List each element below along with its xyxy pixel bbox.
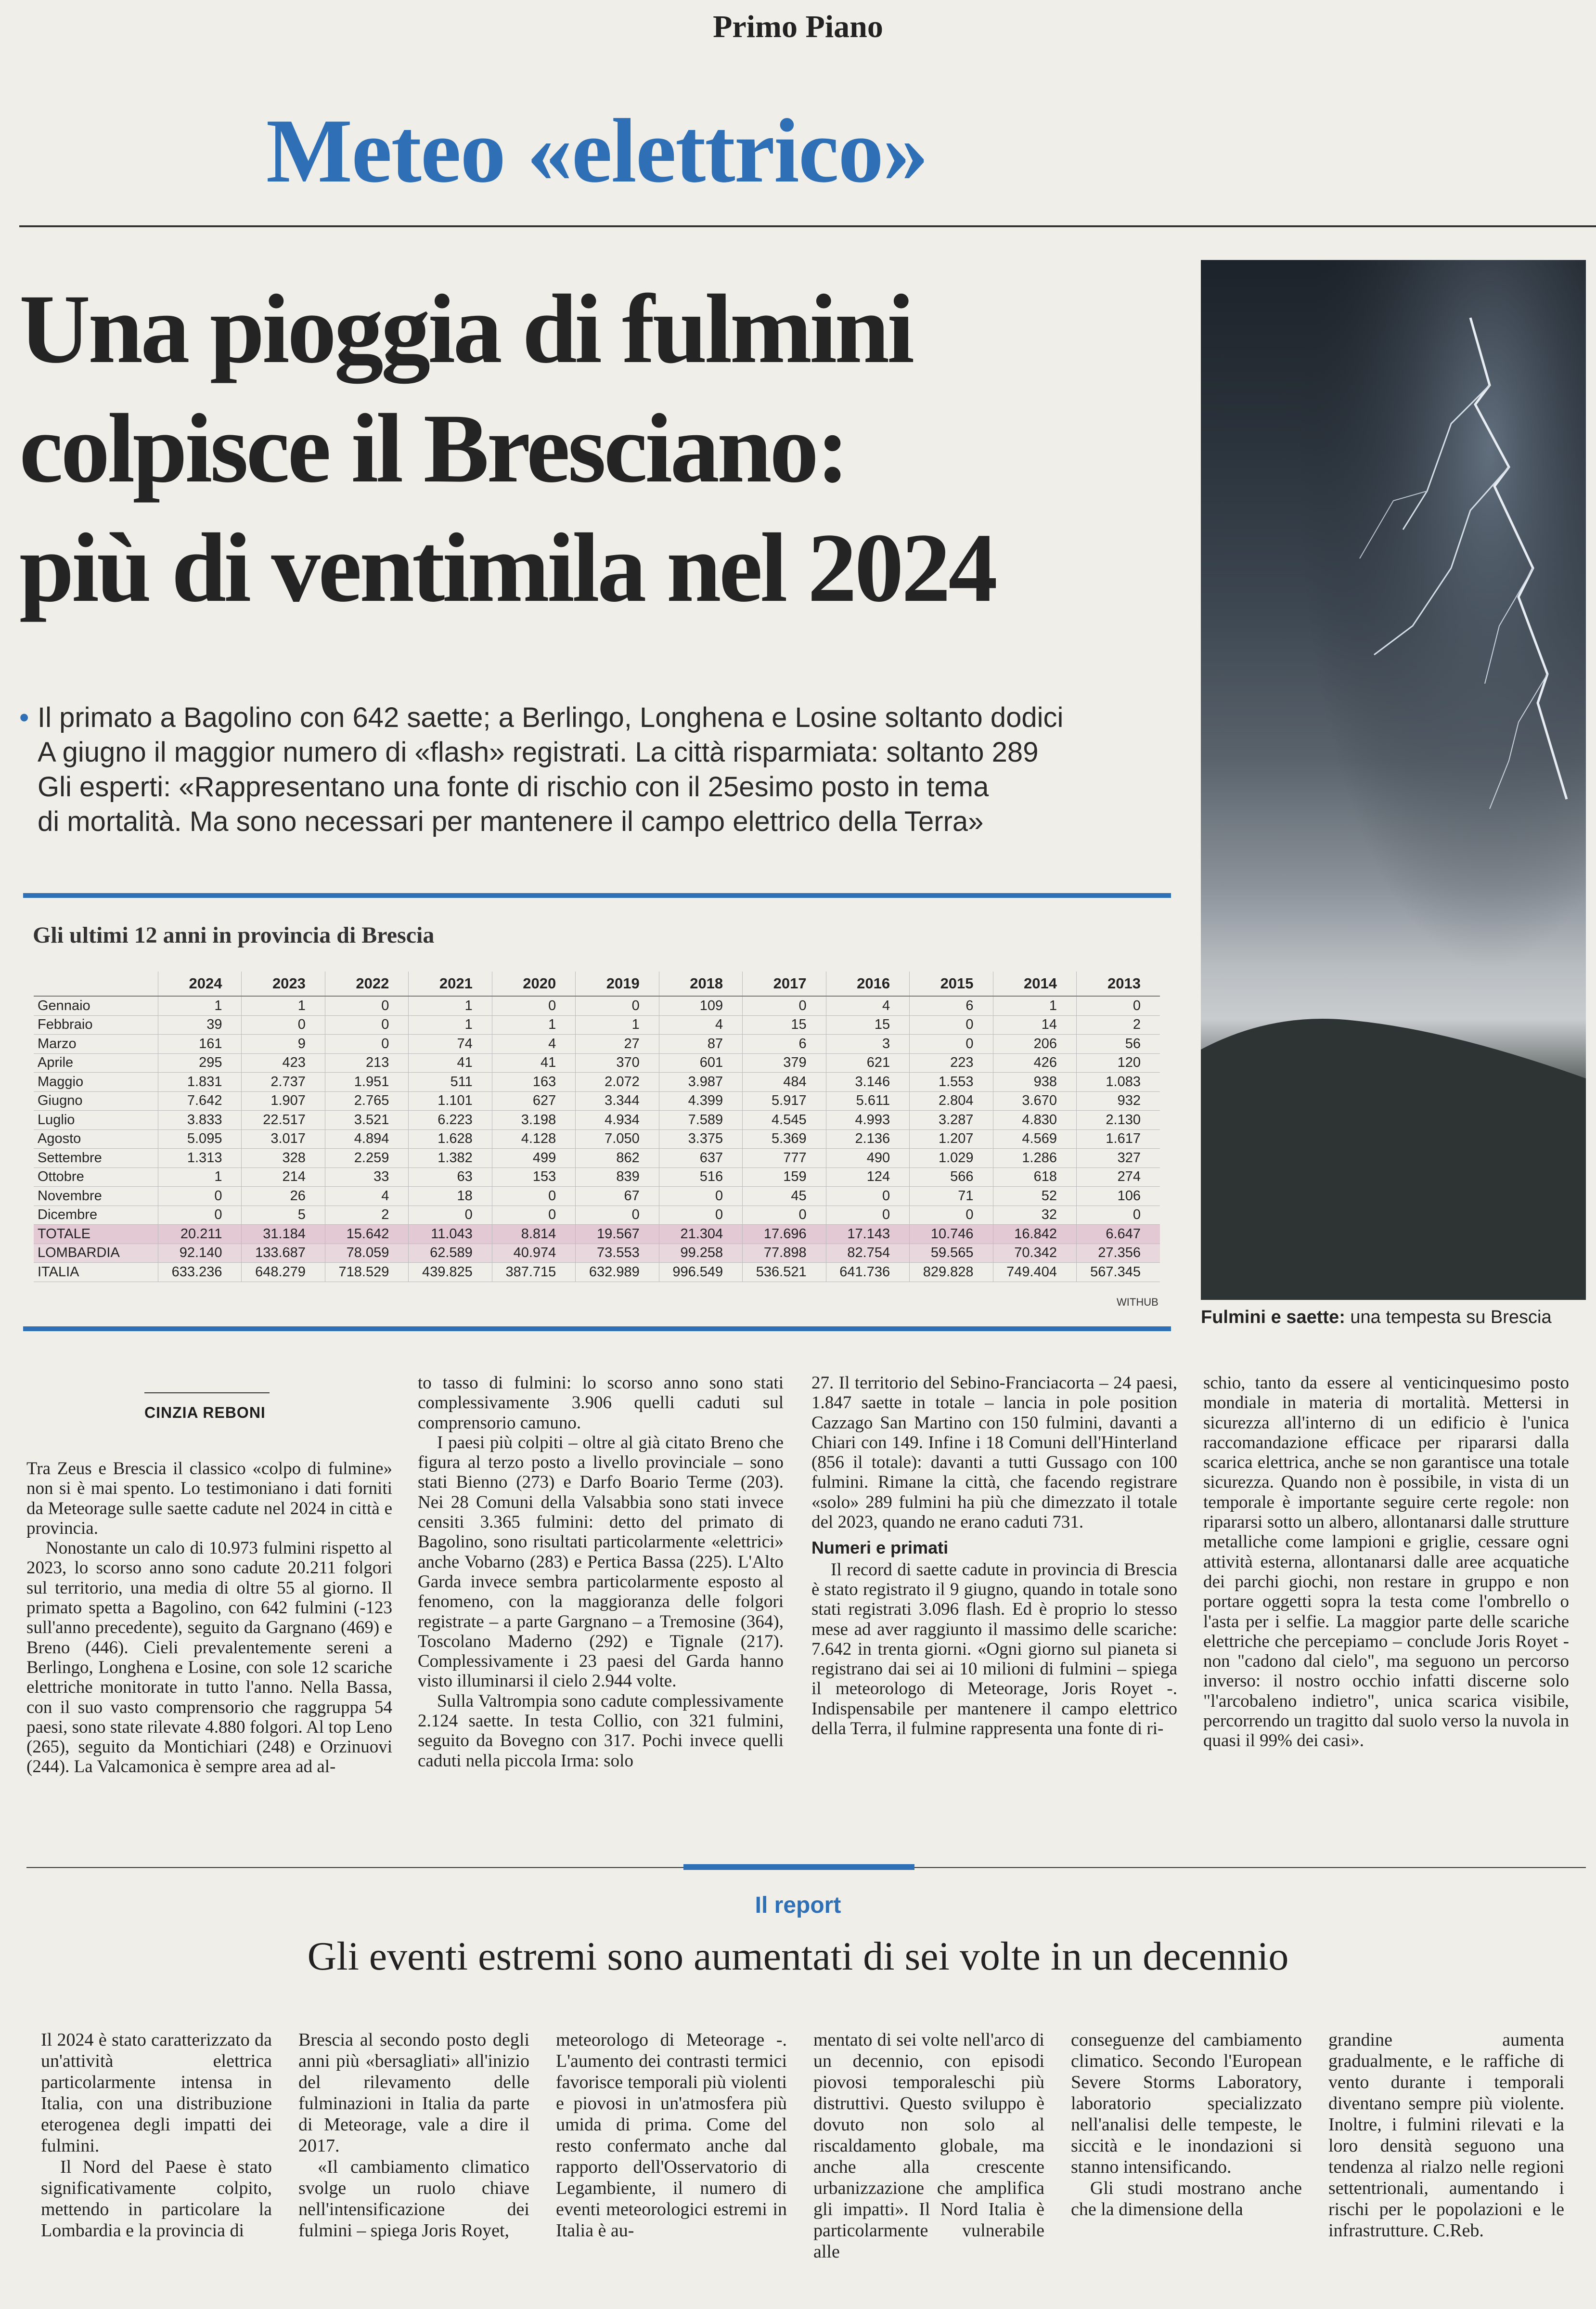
table-cell: 567.345 [1076,1263,1160,1282]
table-cell: 33 [325,1167,408,1187]
table-cell: 511 [409,1073,492,1092]
year-header: 2014 [993,972,1076,996]
table-cell: 87 [659,1035,742,1054]
paragraph: «Il cambiamento climatico svolge un ruolo chiave nell'intensificazione dei fulmini – spiega Joris Royet, [298,2157,529,2241]
table-cell: 387.715 [492,1263,575,1282]
bullet-icon: • [19,702,29,733]
section-label: Primo Piano [713,9,883,44]
table-cell: 633.236 [158,1263,242,1282]
row-label: Marzo [34,1035,158,1054]
report-title: Gli eventi estremi sono aumentati di sei volte in un decennio [307,1934,1289,1979]
table-cell: 2.804 [910,1091,993,1111]
report-column-2 [298,2029,529,2241]
table-cell: 6 [743,1035,826,1054]
row-label: Dicembre [34,1206,158,1225]
table-cell: 120 [1076,1053,1160,1073]
table-cell: 0 [492,1187,575,1206]
table-cell: 3.146 [826,1073,909,1092]
table-cell: 82.754 [826,1244,909,1263]
table-cell: 19.567 [576,1225,659,1244]
table-cell: 5.369 [743,1129,826,1149]
table-cell: 1.628 [409,1129,492,1149]
table-row [34,1149,1160,1168]
subhead-line-2: A giugno il maggior numero di «flash» registrati. La città risparmiata: soltanto 289 [38,737,1039,768]
table-cell: 3.198 [492,1111,575,1130]
table-cell: 78.059 [325,1244,408,1263]
year-header: 2019 [576,972,659,996]
paragraph: Il Nord del Paese è stato significativamente colpito, mettendo in particolare la Lombardia e la provincia di [41,2157,272,2241]
table-cell: 2.259 [325,1149,408,1168]
report-column-3 [556,2029,787,2241]
table-cell: 4 [659,1015,742,1035]
table-cell: 16.842 [993,1225,1076,1244]
table-cell: 499 [492,1149,575,1168]
table-cell: 7.589 [659,1111,742,1130]
table-cell: 7.642 [158,1091,242,1111]
table-cell: 6.223 [409,1111,492,1130]
table-cell: 4.128 [492,1129,575,1149]
table-cell: 3.287 [910,1111,993,1130]
table-cell: 749.404 [993,1263,1076,1282]
lightning-table [34,972,1160,1282]
table-cell: 27 [576,1035,659,1054]
table-cell: 566 [910,1167,993,1187]
row-label: LOMBARDIA [34,1244,158,1263]
table-cell: 26 [242,1187,325,1206]
year-header: 2015 [910,972,993,996]
table-cell: 0 [325,1015,408,1035]
table-cell: 17.696 [743,1225,826,1244]
table-cell: 6 [910,996,993,1015]
paragraph: Brescia al secondo posto degli anni più «bersagliati» all'inizio del rilevamento delle fulminazioni in Italia da parte di Meteorage, vale a dire il 2017. [298,2030,529,2156]
table-cell: 1.207 [910,1129,993,1149]
table-cell: 206 [993,1035,1076,1054]
table-cell: 31.184 [242,1225,325,1244]
table-cell: 0 [492,996,575,1015]
table-cell: 4.934 [576,1111,659,1130]
table-row [34,1187,1160,1206]
table-cell: 4.569 [993,1129,1076,1149]
table-cell: 153 [492,1167,575,1187]
table-cell: 0 [242,1015,325,1035]
paragraph: schio, tanto da essere al venticinquesimo posto mondiale in materia di mortalità. Mettersi in sicurezza all'interno di un edificio è l'unica raccomandazione efficace per ripararsi dalla scarica elettrica, anche se non garantisce una totale sicurezza. Quando non è possibile, in vista di un temporale è importante seguire certe regole: non ripararsi sotto un albero, allontanarsi dalle strutture metalliche come lampioni e griglie, cessare ogni attività esterna, allontanarsi dalle aree acquatiche dei parchi giochi, non restare in gruppo e non portare oggetti sopra la testa come l'ombrello o l'asta per i selfie. La maggior parte delle scariche elettriche che percepiamo – conclude Joris Royet - non "cadono dal cielo", ma seguono un percorso inverso: il nostro occhio infatti discerne solo "l'arcobaleno indietro", unica scarica visibile, percorrendo un tragitto dal suolo verso la nuvola in quasi il 99% dei casi». [1203,1373,1569,1751]
paragraph: to tasso di fulmini: lo scorso anno sono stati complessivamente 3.906 quelli caduti sul comprensorio camuno. [418,1373,784,1433]
table-cell: 1 [576,1015,659,1035]
table-cell: 2.136 [826,1129,909,1149]
table-cell: 32 [993,1206,1076,1225]
table-cell: 0 [659,1206,742,1225]
table-cell: 1.382 [409,1149,492,1168]
year-header: 2021 [409,972,492,996]
table-cell: 73.553 [576,1244,659,1263]
table-row [34,1091,1160,1111]
table-cell: 52 [993,1187,1076,1206]
table-top-rule [23,893,1171,898]
year-header: 2020 [492,972,575,996]
table-cell: 1.617 [1076,1129,1160,1149]
paragraph: Tra Zeus e Brescia il classico «colpo di fulmine» non si è mai spento. Lo testimoniano i dati forniti da Meteorage sulle saette cadute nel 2024 in città e provincia. [26,1459,392,1538]
year-header: 2016 [826,972,909,996]
paragraph: Il 2024 è stato caratterizzato da un'attività elettrica particolarmente intensa in Italia, con una distribuzione eterogenea degli impatti dei fulmini. [41,2030,272,2156]
table-cell: 18 [409,1187,492,1206]
table-cell: 2 [325,1206,408,1225]
table-cell: 1 [158,1167,242,1187]
subheading: Numeri e primati [811,1538,949,1558]
table-cell: 1.101 [409,1091,492,1111]
table-cell: 4 [325,1187,408,1206]
table-cell: 328 [242,1149,325,1168]
table-cell: 370 [576,1053,659,1073]
table-cell: 0 [409,1206,492,1225]
table-cell: 21.304 [659,1225,742,1244]
table-cell: 618 [993,1167,1076,1187]
article-column-3 [811,1373,1177,1738]
year-header: 2017 [743,972,826,996]
table-cell: 124 [826,1167,909,1187]
paragraph: Gli studi mostrano anche che la dimensione della [1071,2178,1302,2219]
table-cell: 1 [409,996,492,1015]
row-label: Settembre [34,1149,158,1168]
table-cell: 17.143 [826,1225,909,1244]
row-label: Agosto [34,1129,158,1149]
table-cell: 74 [409,1035,492,1054]
table-cell: 4 [826,996,909,1015]
table-row [34,1111,1160,1130]
table-row [34,1035,1160,1054]
table-row [34,1244,1160,1263]
table-cell: 996.549 [659,1263,742,1282]
table-cell: 2 [1076,1015,1160,1035]
report-column-1 [41,2029,272,2241]
report-column-5 [1071,2029,1302,2220]
table-cell: 77.898 [743,1244,826,1263]
article-column-2 [418,1373,784,1771]
row-label: Aprile [34,1053,158,1073]
table-cell: 5 [242,1206,325,1225]
year-header: 2018 [659,972,742,996]
byline: CINZIA REBONI [144,1404,266,1421]
table-row [34,1263,1160,1282]
caption-text: una tempesta su Brescia [1345,1307,1552,1327]
table-row [34,1225,1160,1244]
table-cell: 490 [826,1149,909,1168]
table-cell: 379 [743,1053,826,1073]
table-cell: 15 [826,1015,909,1035]
headline-line-2: colpisce il Bresciano: [19,394,847,503]
table-cell: 163 [492,1073,575,1092]
table-cell: 4.894 [325,1129,408,1149]
table-cell: 2.072 [576,1073,659,1092]
subhead-line-4: di mortalità. Ma sono necessari per mantenere il campo elettrico della Terra» [38,806,984,837]
table-cell: 4.399 [659,1091,742,1111]
table-source: WITHUB [1117,1296,1158,1308]
table-cell: 718.529 [325,1263,408,1282]
row-label: Novembre [34,1187,158,1206]
table-cell: 3.833 [158,1111,242,1130]
table-cell: 0 [325,996,408,1015]
table-cell: 439.825 [409,1263,492,1282]
paragraph: 27. Il territorio del Sebino-Franciacorta – 24 paesi, 1.847 saette in totale – lancia in pole position Cazzago San Martino con 150 fulmini, davanti a Chiari con 149. Infine i 18 Comuni dell'Hinterland (856 il totale): davanti a tutti Gussago con 100 fulmini. Rimane la città, che facendo registrare «solo» 289 fulmini ha più che dimezzato il totale del 2023, quando ne erano caduti 731. [811,1373,1177,1532]
table-cell: 3.521 [325,1111,408,1130]
table-cell: 932 [1076,1091,1160,1111]
report-rule-accent [683,1864,914,1870]
table-cell: 0 [826,1206,909,1225]
kicker-title: Meteo «elettrico» [266,101,928,202]
table-cell: 938 [993,1073,1076,1092]
table-cell: 632.989 [576,1263,659,1282]
table-cell: 56 [1076,1035,1160,1054]
headline-line-3: più di ventimila nel 2024 [19,513,995,623]
article-column-1 [26,1459,392,1777]
table-cell: 40.974 [492,1244,575,1263]
table-cell: 2.130 [1076,1111,1160,1130]
table-cell: 6.647 [1076,1225,1160,1244]
table-cell: 3.375 [659,1129,742,1149]
table-row [34,1073,1160,1092]
table-cell: 637 [659,1149,742,1168]
byline-rule [144,1392,270,1393]
table-cell: 1 [242,996,325,1015]
table-cell: 0 [826,1187,909,1206]
table-cell: 0 [743,996,826,1015]
table-cell: 0 [1076,996,1160,1015]
table-cell: 22.517 [242,1111,325,1130]
table-row [34,1206,1160,1225]
table-cell: 20.211 [158,1225,242,1244]
table-cell: 213 [325,1053,408,1073]
row-label: Giugno [34,1091,158,1111]
table-cell: 45 [743,1187,826,1206]
table-cell: 3.344 [576,1091,659,1111]
report-column-6 [1328,2029,1564,2241]
photo-caption [1201,1307,1586,1328]
table-cell: 862 [576,1149,659,1168]
table-cell: 0 [576,1206,659,1225]
table-cell: 5.095 [158,1129,242,1149]
table-row [34,1129,1160,1149]
table-cell: 648.279 [242,1263,325,1282]
table-cell: 4 [492,1035,575,1054]
caption-bold: Fulmini e saette: [1201,1307,1345,1327]
paragraph: conseguenze del cambiamento climatico. Secondo l'European Severe Storms Laboratory, laboratorio specializzato nell'analisi delle tempeste, le siccità e le inondazioni si stanno intensificando. [1071,2030,1302,2177]
table-cell: 839 [576,1167,659,1187]
table-cell: 1.083 [1076,1073,1160,1092]
table-cell: 99.258 [659,1244,742,1263]
paragraph: I paesi più colpiti – oltre al già citato Breno che figura al terzo posto a livello provinciale – sono stati Bienno (273) e Darfo Boario Terme (203). Nei 28 Comuni della Valsabbia sono stati invece censiti 3.365 fulmini: detto del primato di Bagolino, sono risultati particolarmente «elettrici» anche Vobarno (283) e Pertica Bassa (225). L'Alto Garda invece sembra particolarmente esposto al fenomeno, con la maggioranza delle folgori registrate – a parte Gargnano – a Tremosine (364), Toscolano Maderno (292) e Tignale (217). Complessivamente i 23 paesi del Garda hanno visto illuminarsi il cielo 2.944 volte. [418,1432,784,1691]
table-cell: 1.831 [158,1073,242,1092]
table-cell: 1 [158,996,242,1015]
table-cell: 1 [993,996,1076,1015]
table-cell: 15 [743,1015,826,1035]
paragraph: grandine aumenta gradualmente, e le raffiche di vento durante i temporali diventano sempre più violente. Inoltre, i fulmini rilevati e la loro densità seguono una tendenza al rialzo nelle regioni settentrionali, aumentando i rischi per le popolazioni e le infrastrutture. C.Reb. [1328,2030,1564,2241]
paragraph: mentato di sei volte nell'arco di un decennio, con episodi piovosi temporaleschi più distruttivi. Questo sviluppo è dovuto non solo al riscaldamento globale, ma anche alla crescente urbanizzazione che amplifica gli impatti». Il Nord Italia è particolarmente vulnerabile alle [813,2030,1044,2262]
table-cell: 5.611 [826,1091,909,1111]
paragraph: meteorologo di Meteorage -. L'aumento dei contrasti termici favorisce temporali più violenti e piovosi in un'atmosfera più umida di prima. Come del resto confermato anche dal rapporto dell'Osservatorio di Legambiente, il numero di eventi meteorologici estremi in Italia è au- [556,2030,787,2241]
table-cell: 274 [1076,1167,1160,1187]
subhead-line-3: Gli esperti: «Rappresentano una fonte di rischio con il 25esimo posto in tema [38,771,989,803]
table-cell: 70.342 [993,1244,1076,1263]
paragraph: Sulla Valtrompia sono cadute complessivamente 2.124 saette. In testa Collio, con 321 fulmini, seguito da Bovegno con 317. Pochi invece quelli caduti nella piccola Irma: solo [418,1691,784,1771]
table-cell: 327 [1076,1149,1160,1168]
lightning-photo-graphic [1201,260,1586,1300]
paragraph: Nonostante un calo di 10.973 fulmini rispetto al 2023, lo scorso anno sono cadute 20.211 folgori sul territorio, una media di oltre 55 al giorno. Il primato spetta a Bagolino, con 642 fulmini (-123 sull'anno precedente), seguito da Gargnano (469) e Breno (446). Cieli prevalentemente sereni a Berlingo, Longhena e Losine, con sole 12 scariche elettriche monitorate in tutto l'anno. Nella Bassa, con il suo vasto comprensorio che raggruppa 54 paesi, sono state rilevate 4.880 folgori. Al top Leno (265), seguito da Montichiari (248) e Orzinuovi (244). La Valcamonica è sempre area ad al- [26,1538,392,1777]
row-label: Ottobre [34,1167,158,1187]
table-cell: 4.830 [993,1111,1076,1130]
table-cell: 1 [409,1015,492,1035]
table-cell: 10.746 [910,1225,993,1244]
table-cell: 159 [743,1167,826,1187]
table-cell: 1.951 [325,1073,408,1092]
table-row [34,1053,1160,1073]
table-cell: 3.987 [659,1073,742,1092]
table-row [34,996,1160,1015]
table-cell: 2.765 [325,1091,408,1111]
table-cell: 0 [1076,1206,1160,1225]
table-cell: 0 [576,996,659,1015]
table-cell: 601 [659,1053,742,1073]
table-header-row [34,972,1160,996]
table-cell: 1 [492,1015,575,1035]
table-cell: 0 [492,1206,575,1225]
table-cell: 161 [158,1035,242,1054]
table-cell: 0 [659,1187,742,1206]
table-cell: 67 [576,1187,659,1206]
table-cell: 829.828 [910,1263,993,1282]
table-cell: 59.565 [910,1244,993,1263]
subhead [19,700,1193,839]
table-cell: 71 [910,1187,993,1206]
table-cell: 133.687 [242,1244,325,1263]
table-cell: 62.589 [409,1244,492,1263]
table-cell: 536.521 [743,1263,826,1282]
table-cell: 223 [910,1053,993,1073]
report-label: Il report [755,1893,841,1918]
storm-photo [1201,260,1586,1300]
table-cell: 295 [158,1053,242,1073]
table-cell: 1.313 [158,1149,242,1168]
table-cell: 3.670 [993,1091,1076,1111]
table-cell: 14 [993,1015,1076,1035]
table-cell: 1.907 [242,1091,325,1111]
table-cell: 214 [242,1167,325,1187]
table-row [34,1167,1160,1187]
table-cell: 484 [743,1073,826,1092]
table-cell: 1.029 [910,1149,993,1168]
table-cell: 109 [659,996,742,1015]
year-header: 2024 [158,972,242,996]
table-cell: 5.917 [743,1091,826,1111]
table-row [34,1015,1160,1035]
paragraph: Il record di saette cadute in provincia di Brescia è stato registrato il 9 giugno, quando in totale sono stati registrati 3.096 flash. Ed è proprio lo stesso mese ad aver raggiunto il massimo delle scariche: 7.642 in trenta giorni. «Ogni giorno sul pianeta si registrano dai sei ai 10 milioni di fulmini – spiega il meteorologo di Meteorage, Joris Royet -. Indispensabile per mantenere il campo elettrico della Terra, il fulmine rappresenta una fonte di ri- [811,1559,1177,1739]
table-cell: 426 [993,1053,1076,1073]
table-cell: 0 [325,1035,408,1054]
year-header: 2022 [325,972,408,996]
header-rule [19,225,1596,227]
row-label: Luglio [34,1111,158,1130]
table-cell: 516 [659,1167,742,1187]
report-column-4 [813,2029,1044,2262]
table-cell: 106 [1076,1187,1160,1206]
table-cell: 621 [826,1053,909,1073]
table-bottom-rule [23,1326,1171,1331]
table-cell: 0 [743,1206,826,1225]
table-cell: 4.993 [826,1111,909,1130]
table-cell: 0 [158,1206,242,1225]
table-cell: 41 [409,1053,492,1073]
year-header: 2013 [1076,972,1160,996]
table-cell: 0 [158,1187,242,1206]
table-cell: 777 [743,1149,826,1168]
table-cell: 11.043 [409,1225,492,1244]
table-cell: 39 [158,1015,242,1035]
table-cell: 9 [242,1035,325,1054]
table-cell: 641.736 [826,1263,909,1282]
row-label: Maggio [34,1073,158,1092]
row-label: Gennaio [34,996,158,1015]
table-cell: 0 [910,1206,993,1225]
table-header-empty [34,972,158,996]
table-cell: 423 [242,1053,325,1073]
table-cell: 27.356 [1076,1244,1160,1263]
table-cell: 92.140 [158,1244,242,1263]
table-cell: 0 [910,1015,993,1035]
table-cell: 15.642 [325,1225,408,1244]
table-cell: 627 [492,1091,575,1111]
article-column-4 [1203,1373,1569,1751]
table-cell: 8.814 [492,1225,575,1244]
headline [19,270,1194,628]
table-cell: 2.737 [242,1073,325,1092]
year-header: 2023 [242,972,325,996]
table-cell: 1.286 [993,1149,1076,1168]
table-cell: 63 [409,1167,492,1187]
table-title: Gli ultimi 12 anni in provincia di Brescia [33,922,435,948]
row-label: ITALIA [34,1263,158,1282]
table-cell: 3 [826,1035,909,1054]
table-cell: 3.017 [242,1129,325,1149]
table-cell: 41 [492,1053,575,1073]
table-cell: 0 [910,1035,993,1054]
headline-line-1: Una pioggia di fulmini [19,274,913,384]
table-cell: 1.553 [910,1073,993,1092]
row-label: Febbraio [34,1015,158,1035]
table-cell: 7.050 [576,1129,659,1149]
row-label: TOTALE [34,1225,158,1244]
table-cell: 4.545 [743,1111,826,1130]
subhead-line-1: Il primato a Bagolino con 642 saette; a Berlingo, Longhena e Losine soltanto dodici [38,702,1064,733]
